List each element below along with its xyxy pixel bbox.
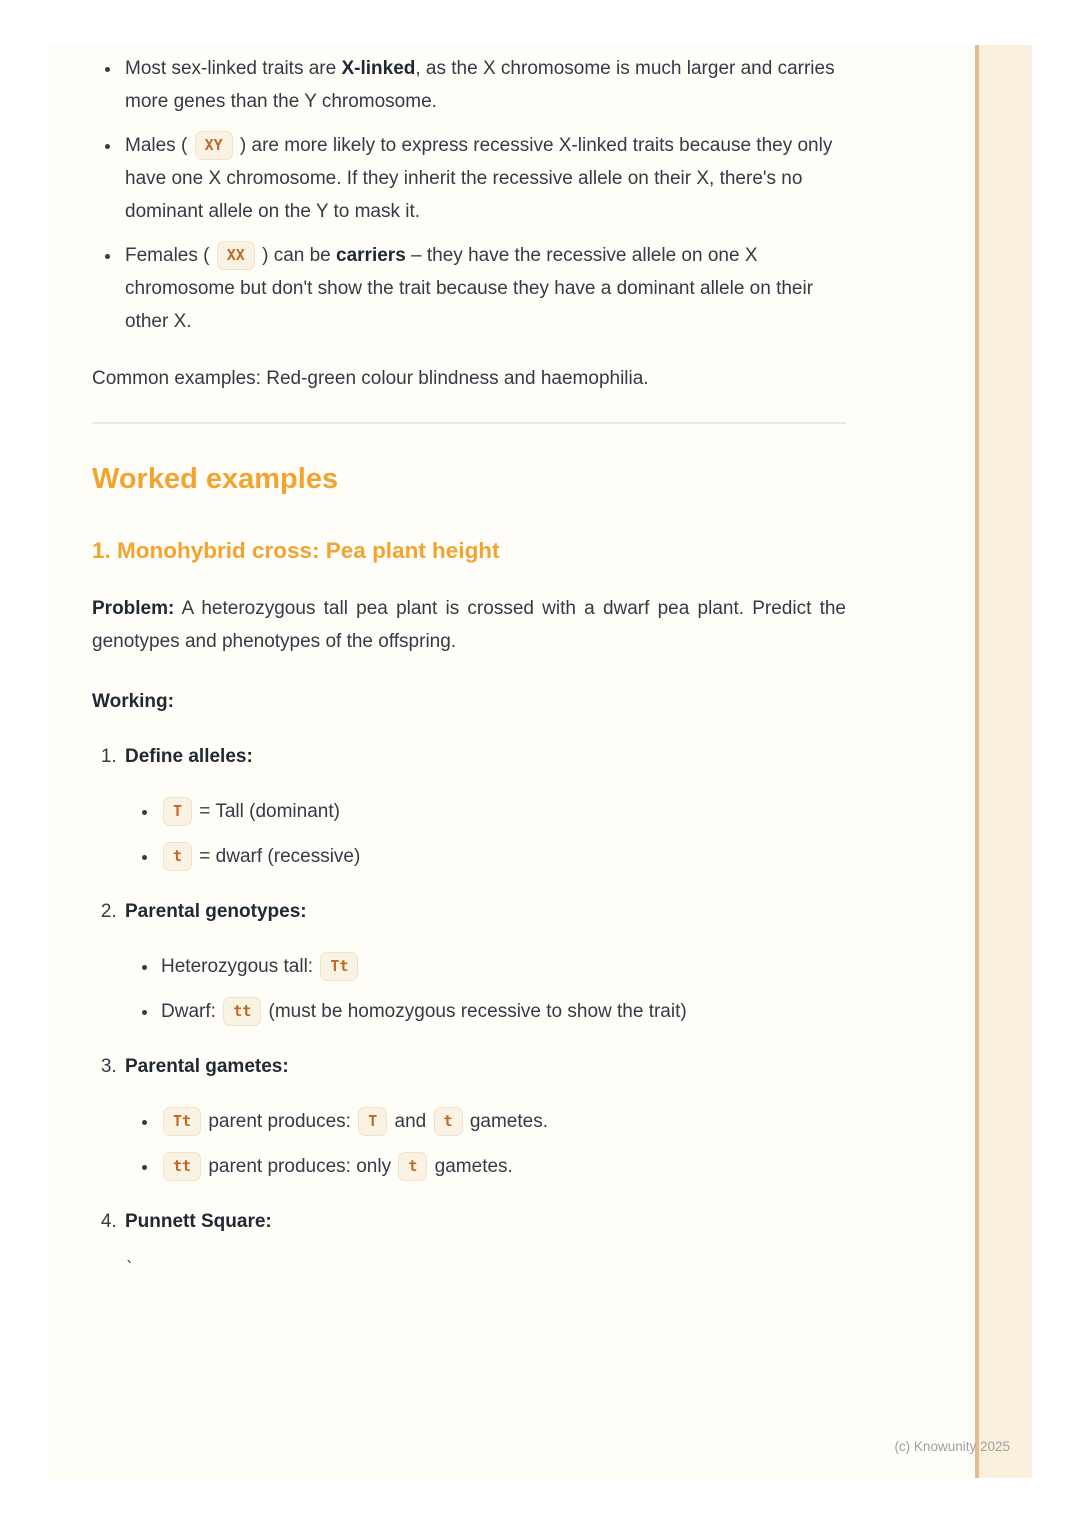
- genotype-badge: Tt: [163, 1107, 201, 1136]
- step-sub-list: [125, 1105, 846, 1183]
- key-points-list: [92, 52, 846, 338]
- notes-card: [48, 45, 1032, 1478]
- step-label: Punnett Square:: [125, 1211, 272, 1232]
- list-item-text: Tt parent produces: T and t gametes.: [161, 1111, 548, 1132]
- list-item-text: Males ( XY ) are more likely to express recessive X-linked traits because they only have one X chromosome. If they inherit the recessive allele on their X, there's no dominant allele on the Y to mask it.: [125, 135, 832, 222]
- example-heading: 1. Monohybrid cross: Pea plant height: [92, 538, 500, 563]
- problem-statement: Problem: A heterozygous tall pea plant is crossed with a dwarf pea plant. Predict the genotypes and phenotypes of the offspring.: [92, 598, 846, 652]
- list-item-text: Dwarf: tt (must be homozygous recessive to show the trait): [161, 1001, 687, 1022]
- list-item: [159, 1150, 846, 1183]
- genotype-badge: tt: [223, 997, 261, 1026]
- common-examples-text: Common examples: Red-green colour blindness and haemophilia.: [92, 368, 649, 389]
- list-item-text: Females ( XX ) can be carriers – they have the recessive allele on one X chromosome but don't show the trait because they have a dominant allele on their other X.: [125, 245, 813, 332]
- genotype-badge: t: [163, 842, 192, 871]
- list-item: [159, 840, 846, 873]
- genotype-badge: Tt: [320, 952, 358, 981]
- list-item: [122, 52, 846, 118]
- step-parental-genotypes: [122, 895, 846, 1028]
- genotype-badge: XY: [195, 131, 233, 160]
- list-item: [159, 1105, 846, 1138]
- list-item-text: tt parent produces: only t gametes.: [161, 1156, 513, 1177]
- list-item: [159, 795, 846, 828]
- page-title: Worked examples: [92, 463, 339, 495]
- genotype-badge: t: [398, 1152, 427, 1181]
- step-sub-list: [125, 950, 846, 1028]
- genotype-badge: tt: [163, 1152, 201, 1181]
- list-item: [159, 950, 846, 983]
- working-label: [92, 685, 846, 718]
- step-label: Parental gametes:: [125, 1056, 289, 1077]
- list-item-text: Heterozygous tall: Tt: [161, 956, 360, 977]
- list-item-text: T = Tall (dominant): [161, 801, 340, 822]
- copyright-footer: (c) Knowunity 2025: [894, 1439, 1010, 1454]
- genotype-badge: XX: [217, 241, 255, 270]
- page-edge-line: [975, 45, 979, 1478]
- working-label-text: Working:: [92, 691, 174, 712]
- list-item-text: Most sex-linked traits are X-linked, as the X chromosome is much larger and carries more genes than the Y chromosome.: [125, 58, 835, 112]
- step-parental-gametes: [122, 1050, 846, 1183]
- step-label: Define alleles:: [125, 746, 253, 767]
- list-item: [159, 995, 846, 1028]
- genotype-badge: T: [163, 797, 192, 826]
- stray-backtick: `: [125, 1258, 135, 1277]
- step-punnett-square: [122, 1205, 846, 1238]
- page-edge-strip: [979, 45, 1032, 1478]
- notes-content: [92, 45, 846, 1284]
- genotype-badge: T: [358, 1107, 387, 1136]
- step-sub-list: [125, 795, 846, 873]
- working-steps-list: [92, 740, 846, 1238]
- list-item-text: t = dwarf (recessive): [161, 846, 360, 867]
- section-divider: [92, 422, 846, 424]
- step-label: Parental genotypes:: [125, 901, 307, 922]
- step-define-alleles: [122, 740, 846, 873]
- list-item: [122, 239, 846, 338]
- genotype-badge: t: [434, 1107, 463, 1136]
- list-item: [122, 129, 846, 228]
